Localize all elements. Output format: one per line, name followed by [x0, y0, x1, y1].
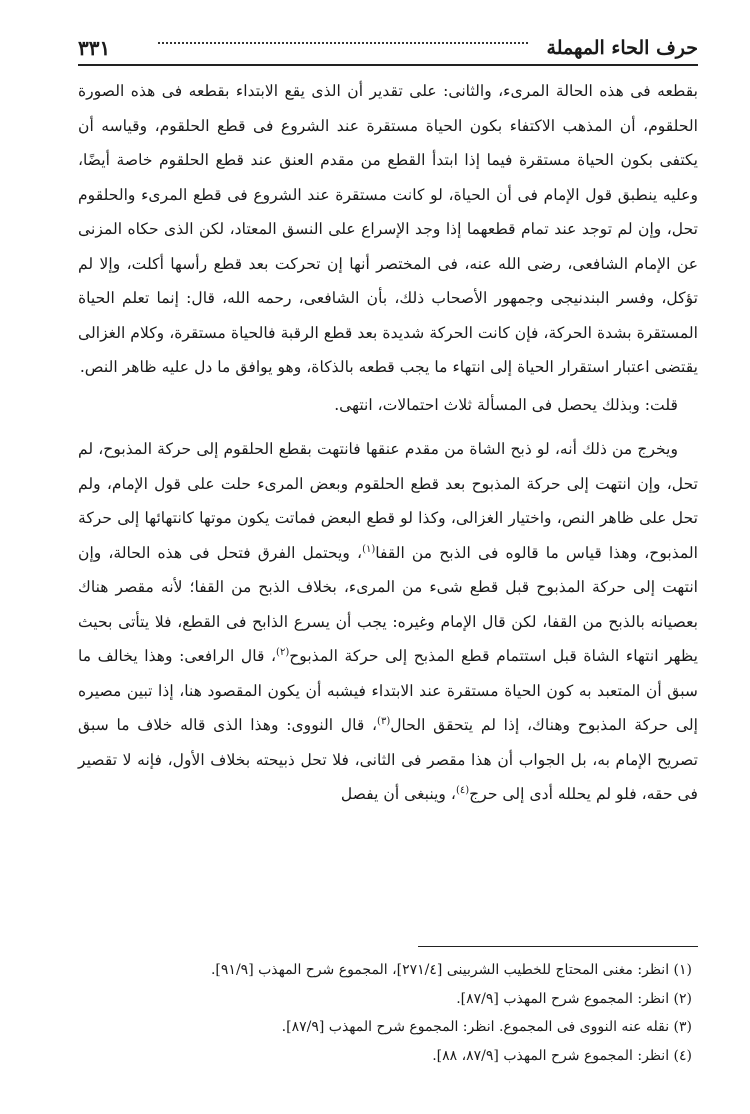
paragraph-2: قلت: وبذلك يحصل فى المسألة ثلاث احتمالات، انتهى. — [334, 395, 678, 414]
paragraph-3-part-b: ، ويحتمل الفرق فتحل فى هذه الحالة، وإن انتهت إلى حركة المذبوح قبل قطع شىء من المرىء، بخلاف الذبح من القفا؛ لأنه مقصر هناك بعصيانه بالذبح من القفا، لكن قال الإمام وغيره: يجب أن يسرع الذابح فى القطع، فلا يتأتى بحيث يظهر انتهاء الشاة قبل استتمام قطع المذبح إلى حركة المذبوح — [78, 543, 699, 665]
footnote-ref-3[interactable]: (٣) — [377, 715, 391, 727]
footnote-2: (٢) انظر: المجموع شرح المهذب [٨٧/٩]. — [456, 990, 692, 1007]
footnote-4: (٤) انظر: المجموع شرح المهذب [٨٧/٩، ٨٨]. — [432, 1047, 692, 1064]
footnote-separator — [418, 946, 698, 947]
main-text — [78, 74, 698, 812]
footnotes — [78, 956, 692, 1070]
running-header — [78, 34, 698, 66]
footnote-ref-1[interactable]: (١) — [362, 543, 376, 555]
paragraph-3-part-d: ، قال النووى: وهذا الذى قاله خلاف ما سبق تصريح الإمام به، بل الجواب أن هذا مقصر فى الثانى، فلا تحل ذبيحته بخلاف الأول، فإنه لا تقصير فى حقه، فلو لم يحلله أدى إلى حرج — [78, 716, 698, 803]
page-number: ٣٣١ — [78, 36, 111, 60]
header-leader-dots — [158, 42, 528, 44]
paragraph-3 — [78, 432, 698, 812]
paragraph-3-part-c: ، قال الرافعى: وهذا يخالف ما سبق أن المتعبد به كون الحياة مستقرة عند الابتداء فيشبه أن يكون المقصود هنا، إذا تبين مصيره إلى حركة المذبوح وهناك، إذا لم يتحقق الحال — [78, 647, 699, 734]
footnote-ref-2[interactable]: (٢) — [276, 646, 290, 658]
paragraph-1: بقطعه فى هذه الحالة المرىء، والثانى: على تقدير أن الذى يقع الابتداء بقطعه فى هذه الصورة الحلقوم، أن المذهب الاكتفاء بكون الحياة مستقرة عند الشروع فى قطع الحلقوم، وقياسه أن يكتفى بكون الحياة مستقرة فيما إذا ابتدأ القطع من مقدم العنق عند قطع الحلقوم خاصة أيضًا، وعليه ينطبق قول الإمام فى أن الحياة، لو كانت مستقرة عند الشروع فى قطع المرىء والحلقوم تحل، وإن لم توجد عند تمام قطعهما إذا وجد الإسراع على النسق المعتاد، لكن الذى حكاه المزنى عن الإمام الشافعى، رضى الله عنه، فى المختصر أنها إن تحركت بعد قطع رأسها أكلت، وإلا لم تؤكل، وفسر البندنيجى وجمهور الأصحاب ذلك، بأن الشافعى، رحمه الله، قال: إنما تعلم الحياة المستقرة بشدة الحركة، فإن كانت الحركة شديدة بعد قطع الرقبة فالحياة مستقرة، وكلام الغزالى يقتضى اعتبار استقرار الحياة إلى انتهاء ما يجب قطعه بالذكاة، وهو يوافق ما دل عليه ظاهر النص. — [78, 82, 698, 376]
footnote-1: (١) انظر: مغنى المحتاج للخطيب الشربينى [٢٧١/٤]، المجموع شرح المهذب [٩١/٩]. — [210, 962, 692, 978]
paragraph-3-part-a: ويخرج من ذلك أنه، لو ذبح الشاة من مقدم عنقها فانتهت بقطع الحلقوم إلى حركة المذبوح، لم تحل، وإن انتهت إلى حركة المذبوح بعد قطع الحلقوم وبعض المرىء حلت على قول الإمام، ولم تحل على ظاهر النص، واختيار الغزالى، وكذا لو قطع البعض فماتت يكون موتها كانتهائها إلى حركة المذبوح، وهذا قياس ما قالوه فى الذبح من القفا — [78, 440, 699, 562]
footnote-ref-4[interactable]: (٤) — [455, 784, 470, 796]
paragraph-3-part-e: ، وينبغى أن يفصل — [340, 785, 456, 803]
footnote-3: (٣) نقله عنه النووى فى المجموع. انظر: المجموع شرح المهذب [٨٧/٩]. — [281, 1019, 692, 1035]
chapter-title: حرف الحاء المهملة — [546, 37, 698, 59]
